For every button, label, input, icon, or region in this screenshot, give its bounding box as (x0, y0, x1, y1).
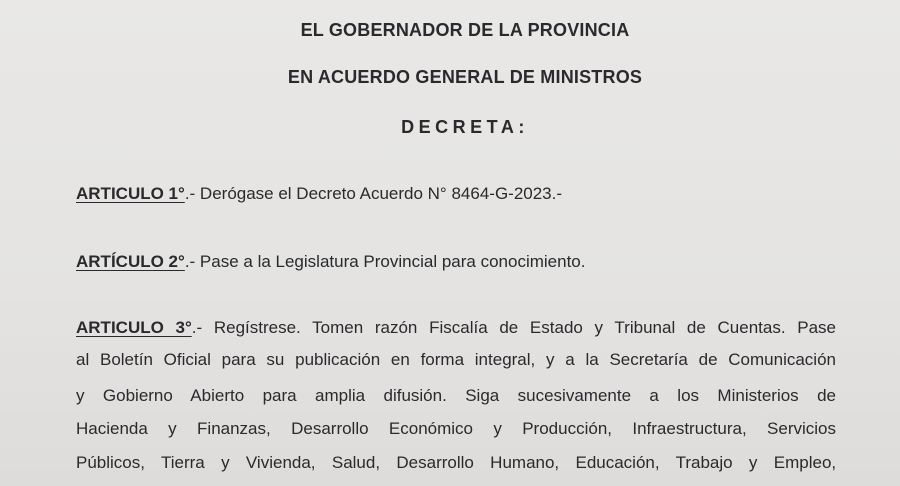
article-3-text-first: .- Regístrese. Tomen razón Fiscalía de Estado y Tribunal de Cuentas. Pase (191, 318, 836, 337)
article-3-line-5: Públicos, Tierra y Vivienda, Salud, Desarrollo Humano, Educación, Trabajo y Empleo, (76, 453, 837, 472)
article-3-line-4: Hacienda y Finanzas, Desarrollo Económico y Producción, Infraestructura, Servicios (76, 419, 836, 438)
article-3-line-3: y Gobierno Abierto para amplia difusión. Siga sucesivamente a los Ministerios de (76, 386, 836, 405)
article-1 (76, 184, 562, 204)
decree-title-governor: EL GOBERNADOR DE LA PROVINCIA (300, 20, 630, 40)
article-2-label: ARTÍCULO 2° (76, 252, 185, 271)
article-1-label: ARTICULO 1° (76, 184, 185, 203)
decree-title-ministers: EN ACUERDO GENERAL DE MINISTROS (287, 67, 643, 87)
article-2-text: .- Pase a la Legislatura Provincial para conocimiento. (184, 252, 586, 271)
article-3-line-2: al Boletín Oficial para su publicación en forma integral, y a la Secretaría de Comunicación (76, 350, 836, 369)
article-1-text: .- Derógase el Decreto Acuerdo N° 8464-G-2023.- (184, 184, 563, 203)
article-3-label: ARTICULO 3° (76, 318, 192, 337)
article-3-line-1 (76, 318, 836, 338)
article-2 (76, 252, 585, 272)
decree-title-decreta: DECRETA: (401, 117, 529, 137)
